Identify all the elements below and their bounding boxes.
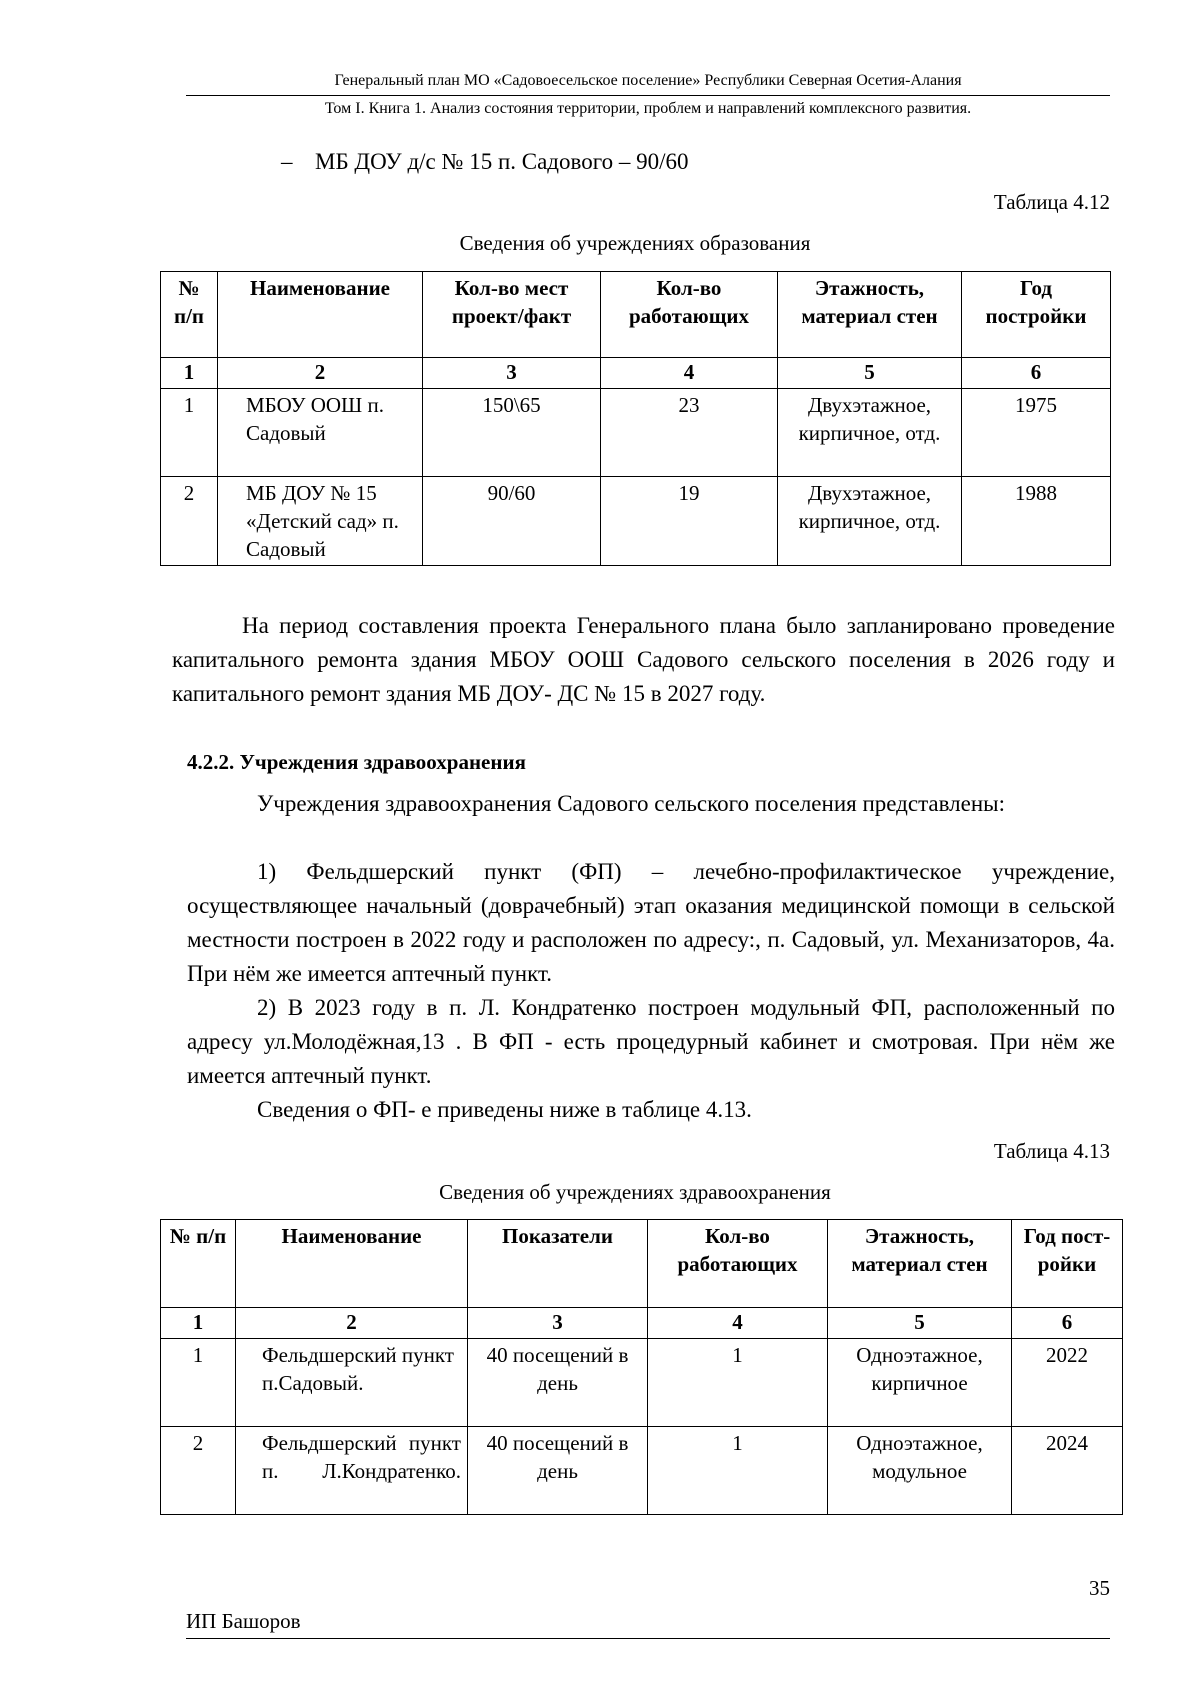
- education-table: [160, 271, 1111, 566]
- cell-number: 2: [161, 477, 218, 566]
- column-number: 2: [236, 1308, 468, 1339]
- cell-places: 150\65: [423, 389, 601, 477]
- paragraph-repair-plan: На период составления проекта Генерального плана было запланировано проведение капитального ремонта здания МБОУ ООШ Садового сельского поселения в 2026 году и капитального ремонт здания МБ ДОУ- ДС № 15 в 2027 году.: [172, 613, 1115, 706]
- footer-author: ИП Башоров: [186, 1609, 301, 1633]
- cell-floors: Двухэтажное, кирпичное, отд.: [778, 389, 962, 477]
- table2-title: Сведения об учреждениях здравоохранения: [439, 1180, 831, 1204]
- paragraph-table-ref: Сведения о ФП- е приведены ниже в таблице 4.13.: [257, 1097, 752, 1122]
- paragraph-fp-1: 1) Фельдшерский пункт (ФП) – лечебно-профилактическое учреждение, осуществляющее начальный (доврачебный) этап оказания медицинской помощи в сельской местности построен в 2022 году и расположен по адресу:, п. Садовый, ул. Механизаторов, 4а. При нём же имеется аптечный пункт.: [187, 859, 1115, 986]
- column-number: 5: [778, 358, 962, 389]
- section-heading: 4.2.2. Учреждения здравоохранения: [187, 750, 526, 774]
- col-header-places: Кол-во мест проект/факт: [423, 272, 601, 358]
- col-header-number: № п/п: [161, 272, 218, 358]
- column-number: 3: [468, 1308, 648, 1339]
- cell-places: 90/60: [423, 477, 601, 566]
- table-row: [161, 389, 1111, 477]
- col-header-workers: Кол-во работающих: [648, 1220, 828, 1308]
- paragraph-fp-2: 2) В 2023 году в п. Л. Кондратенко построен модульный ФП, расположенный по адресу ул.Молодёжная,13 . В ФП - есть процедурный кабинет и смотровая. При нём же имеется аптечный пункт.: [187, 995, 1115, 1088]
- table-header-row: [161, 1220, 1123, 1308]
- cell-workers: 1: [648, 1339, 828, 1427]
- col-header-floors: Этажность, материал стен: [828, 1220, 1012, 1308]
- paragraph-health-intro: Учреждения здравоохранения Садового сельского поселения представлены:: [257, 791, 1006, 816]
- page-number: 35: [1089, 1576, 1110, 1600]
- cell-year: 1988: [962, 477, 1111, 566]
- bullet-dash: –: [281, 149, 293, 174]
- col-header-name: Наименование: [236, 1220, 468, 1308]
- cell-year: 2022: [1012, 1339, 1123, 1427]
- column-number: 2: [218, 358, 423, 389]
- table-header-row: [161, 272, 1111, 358]
- bullet-item: [281, 148, 688, 176]
- column-number-row: [161, 358, 1111, 389]
- column-number: 3: [423, 358, 601, 389]
- table-row: [161, 1427, 1123, 1515]
- col-header-year: Год постройки: [962, 272, 1111, 358]
- table1-caption: Таблица 4.12: [993, 190, 1110, 214]
- cell-workers: 19: [601, 477, 778, 566]
- col-header-number: № п/п: [161, 1220, 236, 1308]
- cell-workers: 1: [648, 1427, 828, 1515]
- table1-title: Сведения об учреждениях образования: [459, 231, 811, 255]
- header-divider: [186, 95, 1110, 96]
- col-header-year: Год пост-ройки: [1012, 1220, 1123, 1308]
- cell-floors: Одноэтажное, модульное: [828, 1427, 1012, 1515]
- col-header-workers: Кол-во работающих: [601, 272, 778, 358]
- column-number: 4: [648, 1308, 828, 1339]
- cell-year: 2024: [1012, 1427, 1123, 1515]
- column-number: 5: [828, 1308, 1012, 1339]
- col-header-indicator: Показатели: [468, 1220, 648, 1308]
- cell-year: 1975: [962, 389, 1111, 477]
- column-number: 4: [601, 358, 778, 389]
- healthcare-table: [160, 1219, 1123, 1515]
- cell-workers: 23: [601, 389, 778, 477]
- cell-number: 1: [161, 1339, 236, 1427]
- cell-indicator: 40 посещений в день: [468, 1427, 648, 1515]
- column-number: 6: [962, 358, 1111, 389]
- running-header-title: Генеральный план МО «Садовоесельское поселение» Республики Северная Осетия-Алания: [334, 72, 962, 89]
- table-row: [161, 1339, 1123, 1427]
- cell-name: МБ ДОУ № 15 «Детский сад» п. Садовый: [218, 477, 423, 566]
- running-header-subtitle: Том I. Книга 1. Анализ состояния территории, проблем и направлений комплексного развития.: [324, 100, 972, 117]
- cell-number: 2: [161, 1427, 236, 1515]
- col-header-name: Наименование: [218, 272, 423, 358]
- bullet-text: МБ ДОУ д/с № 15 п. Садового – 90/60: [315, 149, 689, 174]
- table2-caption: Таблица 4.13: [993, 1139, 1110, 1163]
- footer-divider: [186, 1638, 1110, 1639]
- cell-indicator: 40 посещений в день: [468, 1339, 648, 1427]
- table-row: [161, 477, 1111, 566]
- cell-floors: Двухэтажное, кирпичное, отд.: [778, 477, 962, 566]
- cell-floors: Одноэтажное, кирпичное: [828, 1339, 1012, 1427]
- column-number: 6: [1012, 1308, 1123, 1339]
- cell-name: Фельдшерский пункт п. Л.Кондратенко.: [236, 1427, 468, 1515]
- col-header-floors: Этажность, материал стен: [778, 272, 962, 358]
- column-number: 1: [161, 358, 218, 389]
- cell-name: МБОУ ООШ п. Садовый: [218, 389, 423, 477]
- column-number-row: [161, 1308, 1123, 1339]
- column-number: 1: [161, 1308, 236, 1339]
- cell-number: 1: [161, 389, 218, 477]
- cell-name: Фельдшерский пункт п.Садовый.: [236, 1339, 468, 1427]
